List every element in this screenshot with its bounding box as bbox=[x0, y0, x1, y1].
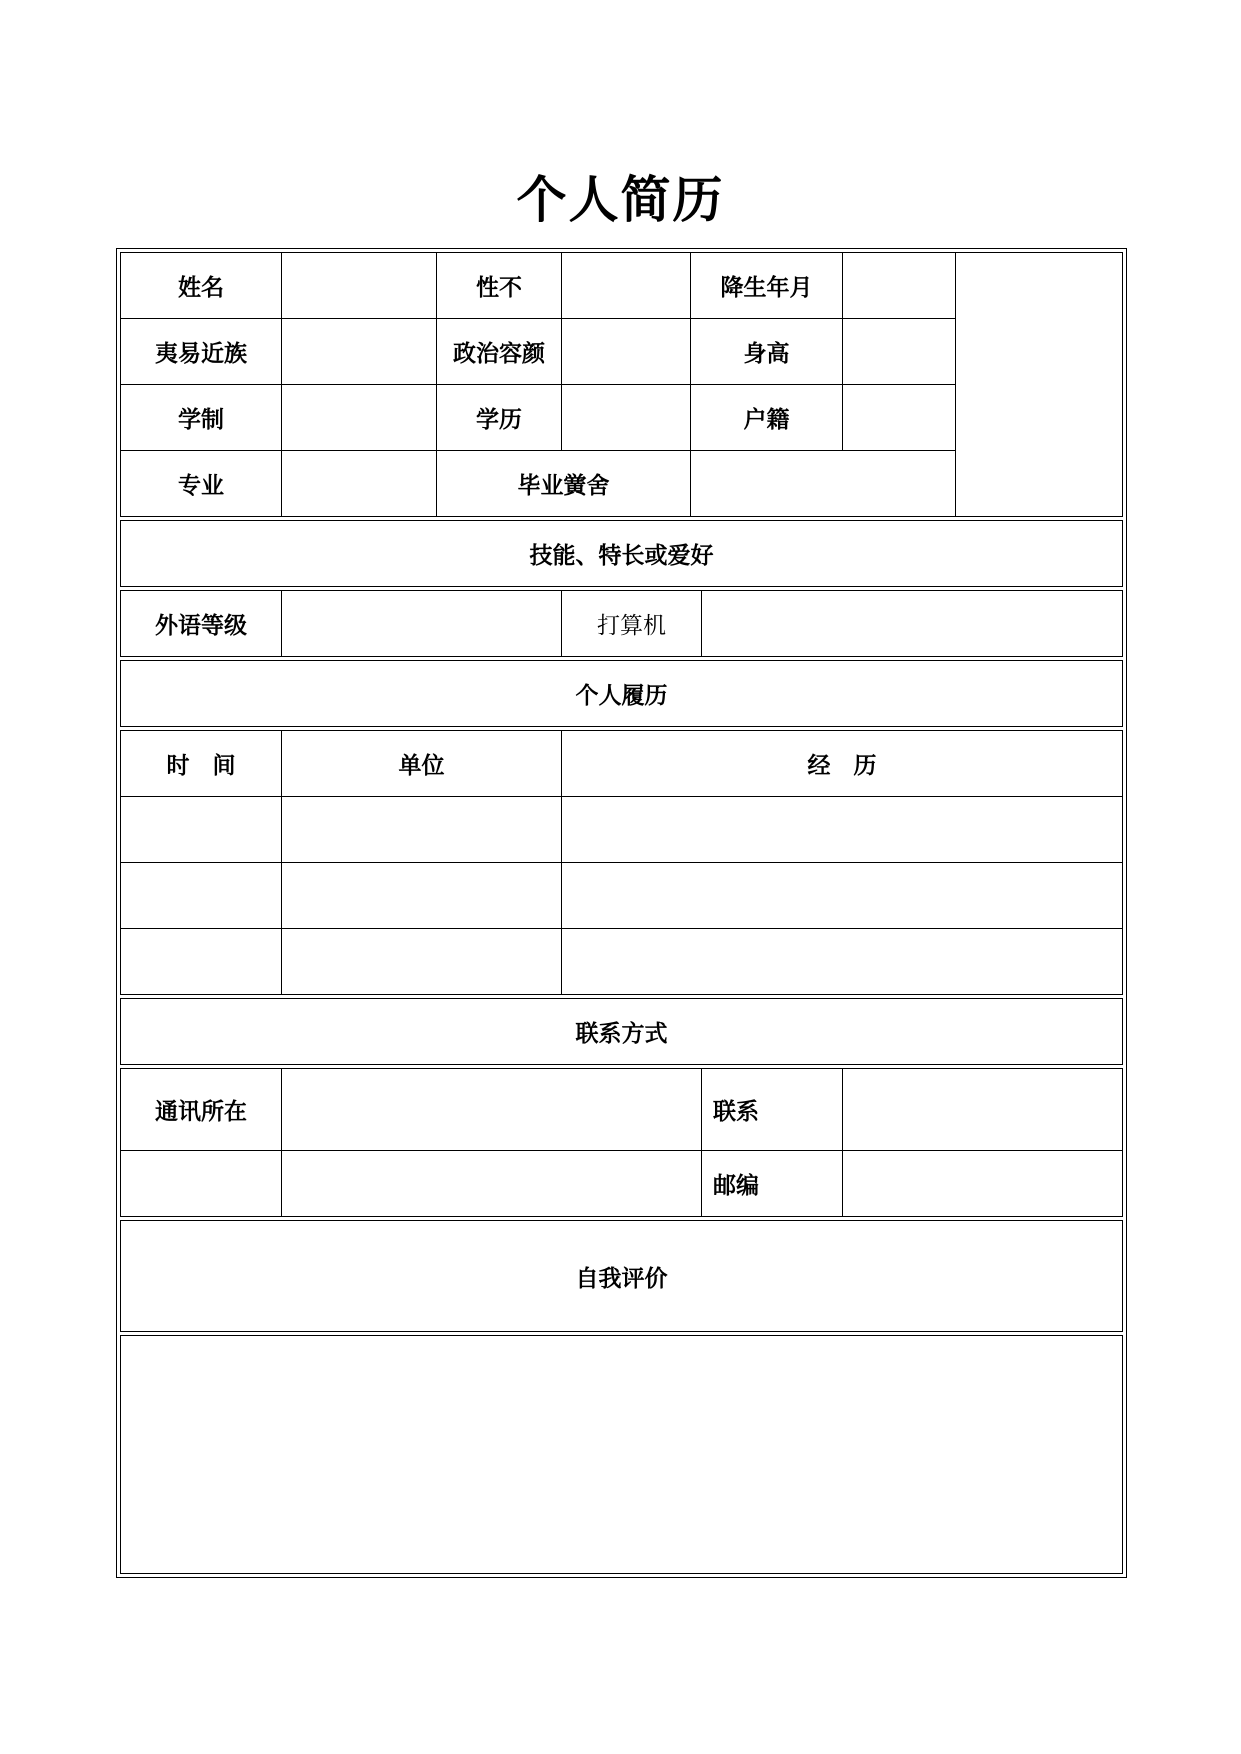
col-unit-header: 单位 bbox=[281, 730, 562, 797]
graduate-school-label: 毕业黉舍 bbox=[436, 450, 691, 517]
postcode-label: 邮编 bbox=[701, 1150, 843, 1217]
page-title: 个人简历 bbox=[516, 171, 725, 229]
resume-row-2-time[interactable] bbox=[120, 862, 282, 929]
birth-field[interactable] bbox=[842, 252, 956, 319]
address-extra-field[interactable] bbox=[281, 1150, 702, 1217]
resume-row-3-experience[interactable] bbox=[561, 928, 1123, 995]
photo-box[interactable] bbox=[955, 252, 1123, 517]
political-field[interactable] bbox=[561, 318, 691, 385]
self-evaluation-title: 自我评价 bbox=[120, 1220, 1123, 1332]
school-system-field[interactable] bbox=[281, 384, 437, 451]
col-time-header: 时 间 bbox=[120, 730, 282, 797]
resume-section-title: 个人履历 bbox=[120, 660, 1123, 727]
resume-row-2-experience[interactable] bbox=[561, 862, 1123, 929]
school-system-label: 学制 bbox=[120, 384, 282, 451]
skills-section-title: 技能、特长或爱好 bbox=[120, 520, 1123, 587]
phone-label: 联系 bbox=[701, 1068, 843, 1151]
postcode-field[interactable] bbox=[842, 1150, 1123, 1217]
address-extra-label bbox=[120, 1150, 282, 1217]
resume-row-3-time[interactable] bbox=[120, 928, 282, 995]
computer-field[interactable] bbox=[701, 590, 1123, 657]
political-label: 政治容颜 bbox=[436, 318, 562, 385]
graduate-school-field[interactable] bbox=[690, 450, 956, 517]
household-field[interactable] bbox=[842, 384, 956, 451]
resume-row-2-unit[interactable] bbox=[281, 862, 562, 929]
resume-row-1-experience[interactable] bbox=[561, 796, 1123, 863]
household-label: 户籍 bbox=[690, 384, 843, 451]
address-label: 通讯所在 bbox=[120, 1068, 282, 1151]
resume-row-3-unit[interactable] bbox=[281, 928, 562, 995]
foreign-language-label: 外语等级 bbox=[120, 590, 282, 657]
contact-section-title: 联系方式 bbox=[120, 998, 1123, 1065]
phone-field[interactable] bbox=[842, 1068, 1123, 1151]
name-label: 姓名 bbox=[120, 252, 282, 319]
col-experience-header: 经 历 bbox=[561, 730, 1123, 797]
name-field[interactable] bbox=[281, 252, 437, 319]
self-evaluation-field[interactable] bbox=[120, 1335, 1123, 1574]
gender-label: 性不 bbox=[436, 252, 562, 319]
height-label: 身高 bbox=[690, 318, 843, 385]
resume-row-1-time[interactable] bbox=[120, 796, 282, 863]
foreign-language-field[interactable] bbox=[281, 590, 562, 657]
ethnicity-label: 夷易近族 bbox=[120, 318, 282, 385]
resume-row-1-unit[interactable] bbox=[281, 796, 562, 863]
computer-label: 打算机 bbox=[561, 590, 702, 657]
education-field[interactable] bbox=[561, 384, 691, 451]
gender-field[interactable] bbox=[561, 252, 691, 319]
address-field[interactable] bbox=[281, 1068, 702, 1151]
height-field[interactable] bbox=[842, 318, 956, 385]
major-field[interactable] bbox=[281, 450, 437, 517]
ethnicity-field[interactable] bbox=[281, 318, 437, 385]
major-label: 专业 bbox=[120, 450, 282, 517]
birth-label: 降生年月 bbox=[690, 252, 843, 319]
education-label: 学历 bbox=[436, 384, 562, 451]
